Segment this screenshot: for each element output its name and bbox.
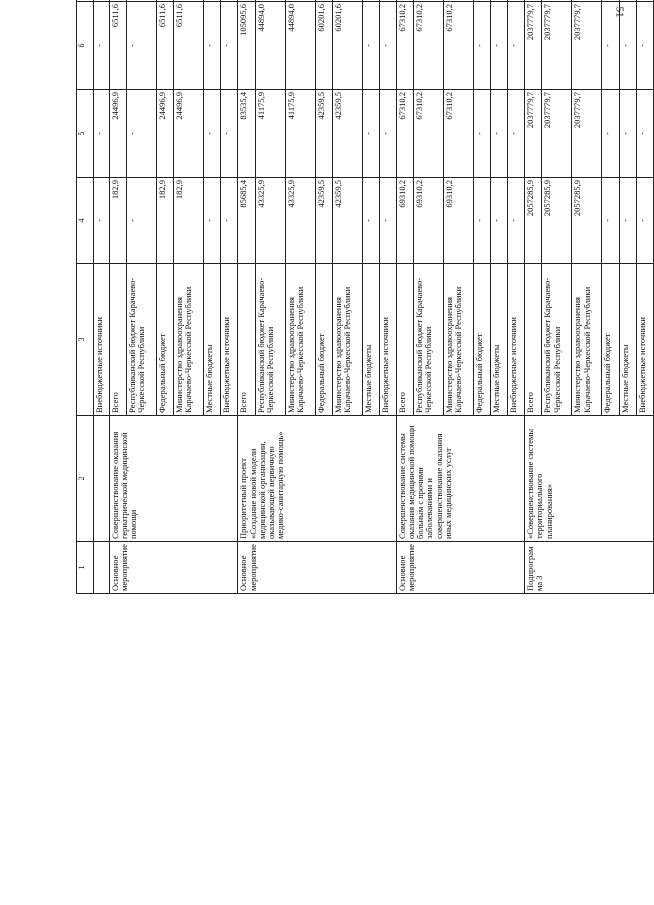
value-cell: - (221, 90, 238, 178)
value-cell: - (491, 2, 508, 90)
value-cell: - (508, 90, 525, 178)
measure-type-cell: Основное мероприятие (110, 542, 238, 594)
value-cell: 182,9 (174, 178, 204, 264)
value-cell: 69310,2 (413, 178, 443, 264)
value-cell: 42359,5 (315, 178, 332, 264)
value-cell: - (602, 2, 619, 90)
funding-source-cell: Местные бюджеты (204, 264, 221, 416)
value-cell: 85685,4 (238, 178, 255, 264)
table-row (525, 0, 542, 594)
funding-source-cell: Внебюджетные источники (379, 264, 396, 416)
value-cell: 24496,9 (174, 90, 204, 178)
header-cell: 6 (77, 2, 94, 90)
value-cell (473, 0, 490, 2)
funding-source-cell: Внебюджетные источники (636, 264, 653, 416)
value-cell (204, 0, 221, 2)
value-cell: 60201,6 (315, 2, 332, 90)
value-cell: 44894,0 (285, 2, 315, 90)
funding-source-cell: Внебюджетные источники (508, 264, 525, 416)
value-cell: - (636, 178, 653, 264)
measure-type-cell: Основное мероприятие (396, 542, 524, 594)
value-cell: 2037779,7 (525, 2, 542, 90)
cell-blank (94, 542, 110, 594)
value-cell: - (221, 2, 238, 90)
value-cell: 2037779,7 (542, 2, 572, 90)
value-cell: 43325,9 (285, 178, 315, 264)
header-cell (77, 0, 94, 2)
measure-title-cell: Совершенствование системы оказания медицинской помощи больным с прочими заболеваниями и совершенствование оказания иных медицинских услуг (396, 416, 524, 542)
value-cell (221, 0, 238, 2)
funding-source-cell: Министерство здравоохранения Карачаево-Черкесской Республики (332, 264, 362, 416)
value-cell (413, 0, 443, 2)
value-cell: - (204, 178, 221, 264)
funding-source-cell: Федеральный бюджет (473, 264, 490, 416)
value-cell: - (491, 90, 508, 178)
value-cell: 2037779,7 (542, 90, 572, 178)
header-row (77, 0, 94, 594)
value-cell: 42359,5 (332, 178, 362, 264)
value-cell: - (379, 178, 396, 264)
table-viewport (76, 4, 654, 872)
funding-source-cell: Внебюджетные источники (94, 264, 110, 416)
value-cell: - (508, 2, 525, 90)
funding-source-cell: Министерство здравоохранения Карачаево-Черкесской Республики (174, 264, 204, 416)
header-cell: 5 (77, 90, 94, 178)
funding-source-cell: Внебюджетные источники (221, 264, 238, 416)
value-cell: - (362, 178, 379, 264)
page-number: 51 (613, 6, 626, 18)
value-cell: 41175,9 (255, 90, 285, 178)
value-cell: 6511,6 (174, 2, 204, 90)
value-cell (110, 0, 127, 2)
value-cell: - (619, 178, 636, 264)
value-cell (157, 0, 174, 2)
funding-source-cell: Местные бюджеты (619, 264, 636, 416)
value-cell (94, 0, 110, 2)
value-cell: - (508, 178, 525, 264)
measure-title-cell: «Совершенствование системы территориального планирования» (525, 416, 654, 542)
value-cell: - (127, 178, 157, 264)
value-cell: 24496,9 (157, 90, 174, 178)
value-cell: 42359,5 (332, 90, 362, 178)
value-cell: 41175,9 (285, 90, 315, 178)
value-cell: - (602, 90, 619, 178)
value-cell: 44894,0 (255, 2, 285, 90)
value-cell: 43325,9 (255, 178, 285, 264)
value-cell: 105095,6 (238, 2, 255, 90)
funding-source-cell: Всего (238, 264, 255, 416)
funding-source-cell: Всего (110, 264, 127, 416)
measure-type-cell: Основное мероприятие (238, 542, 396, 594)
value-cell: 2057285,9 (572, 178, 602, 264)
program-funding-table (76, 0, 654, 594)
measure-title-cell: Совершенствование оказания гериатрической медицинской помощи (110, 416, 238, 542)
value-cell: - (379, 2, 396, 90)
continuation-row (94, 0, 110, 594)
value-cell: - (127, 90, 157, 178)
value-cell (255, 0, 285, 2)
header-cell: 1 (77, 542, 94, 594)
value-cell: 182,9 (157, 178, 174, 264)
header-cell: 4 (77, 178, 94, 264)
table-row (238, 0, 255, 594)
funding-source-cell: Местные бюджеты (362, 264, 379, 416)
value-cell: 2037779,7 (525, 90, 542, 178)
table-row (110, 0, 127, 594)
value-cell: - (379, 90, 396, 178)
value-cell: 2057285,9 (525, 178, 542, 264)
funding-source-cell: Федеральный бюджет (157, 264, 174, 416)
value-cell: - (204, 2, 221, 90)
value-cell: 2037779,7 (572, 90, 602, 178)
value-cell: 83535,4 (238, 90, 255, 178)
value-cell: - (94, 2, 110, 90)
value-cell: 42359,5 (315, 90, 332, 178)
value-cell: 2057285,9 (542, 178, 572, 264)
header-cell: 2 (77, 416, 94, 542)
value-cell (636, 0, 653, 2)
value-cell: - (619, 90, 636, 178)
value-cell: - (602, 178, 619, 264)
value-cell: 67310,2 (443, 2, 473, 90)
value-cell: - (473, 178, 490, 264)
funding-source-cell: Министерство здравоохранения Карачаево-Черкесской Республики (285, 264, 315, 416)
value-cell: - (473, 90, 490, 178)
value-cell: - (491, 178, 508, 264)
value-cell (238, 0, 255, 2)
funding-source-cell: Местные бюджеты (491, 264, 508, 416)
value-cell: 182,9 (110, 178, 127, 264)
value-cell: - (362, 90, 379, 178)
value-cell: - (127, 2, 157, 90)
value-cell (174, 0, 204, 2)
value-cell (362, 0, 379, 2)
measure-title-cell: Приоритетный проект «Создание новой модели медицинской организации, оказывающей первичную медико-санитарную помощь» (238, 416, 396, 542)
value-cell (127, 0, 157, 2)
value-cell: - (636, 2, 653, 90)
value-cell: 67310,2 (413, 90, 443, 178)
value-cell (508, 0, 525, 2)
value-cell: 69310,2 (396, 178, 413, 264)
value-cell: 67310,2 (396, 90, 413, 178)
value-cell: 67310,2 (413, 2, 443, 90)
funding-source-cell: Республиканский бюджет Карачаево-Черкесской Республики (127, 264, 157, 416)
value-cell (619, 0, 636, 2)
cell-blank (94, 416, 110, 542)
table-body (77, 0, 654, 594)
value-cell: - (362, 2, 379, 90)
measure-type-cell: Подпрограмма 3 (525, 542, 654, 594)
value-cell: - (94, 90, 110, 178)
value-cell: - (636, 90, 653, 178)
funding-source-cell: Министерство здравоохранения Карачаево-Черкесской Республики (572, 264, 602, 416)
value-cell (491, 0, 508, 2)
value-cell: - (204, 90, 221, 178)
value-cell: 69310,2 (443, 178, 473, 264)
value-cell (525, 0, 542, 2)
value-cell (602, 0, 619, 2)
funding-source-cell: Республиканский бюджет Карачаево-Черкесской Республики (542, 264, 572, 416)
value-cell: 67310,2 (443, 90, 473, 178)
value-cell: 24496,9 (110, 90, 127, 178)
value-cell: - (473, 2, 490, 90)
value-cell: 6511,6 (157, 2, 174, 90)
value-cell: 2037779,7 (572, 2, 602, 90)
funding-source-cell: Республиканский бюджет Карачаево-Черкесской Республики (255, 264, 285, 416)
value-cell: 60201,6 (332, 2, 362, 90)
value-cell (315, 0, 332, 2)
funding-source-cell: Всего (525, 264, 542, 416)
header-cell: 3 (77, 264, 94, 416)
funding-source-cell: Федеральный бюджет (315, 264, 332, 416)
funding-source-cell: Республиканский бюджет Карачаево-Черкесской Республики (413, 264, 443, 416)
value-cell: - (221, 178, 238, 264)
value-cell: 67310,2 (396, 2, 413, 90)
value-cell (396, 0, 413, 2)
value-cell (379, 0, 396, 2)
table-row (396, 0, 413, 594)
value-cell: - (94, 178, 110, 264)
value-cell (332, 0, 362, 2)
funding-source-cell: Министерство здравоохранения Карачаево-Черкесской Республики (443, 264, 473, 416)
funding-source-cell: Федеральный бюджет (602, 264, 619, 416)
value-cell (285, 0, 315, 2)
value-cell (443, 0, 473, 2)
funding-source-cell: Всего (396, 264, 413, 416)
value-cell (572, 0, 602, 2)
value-cell: - (619, 2, 636, 90)
value-cell (542, 0, 572, 2)
value-cell: 6511,6 (110, 2, 127, 90)
